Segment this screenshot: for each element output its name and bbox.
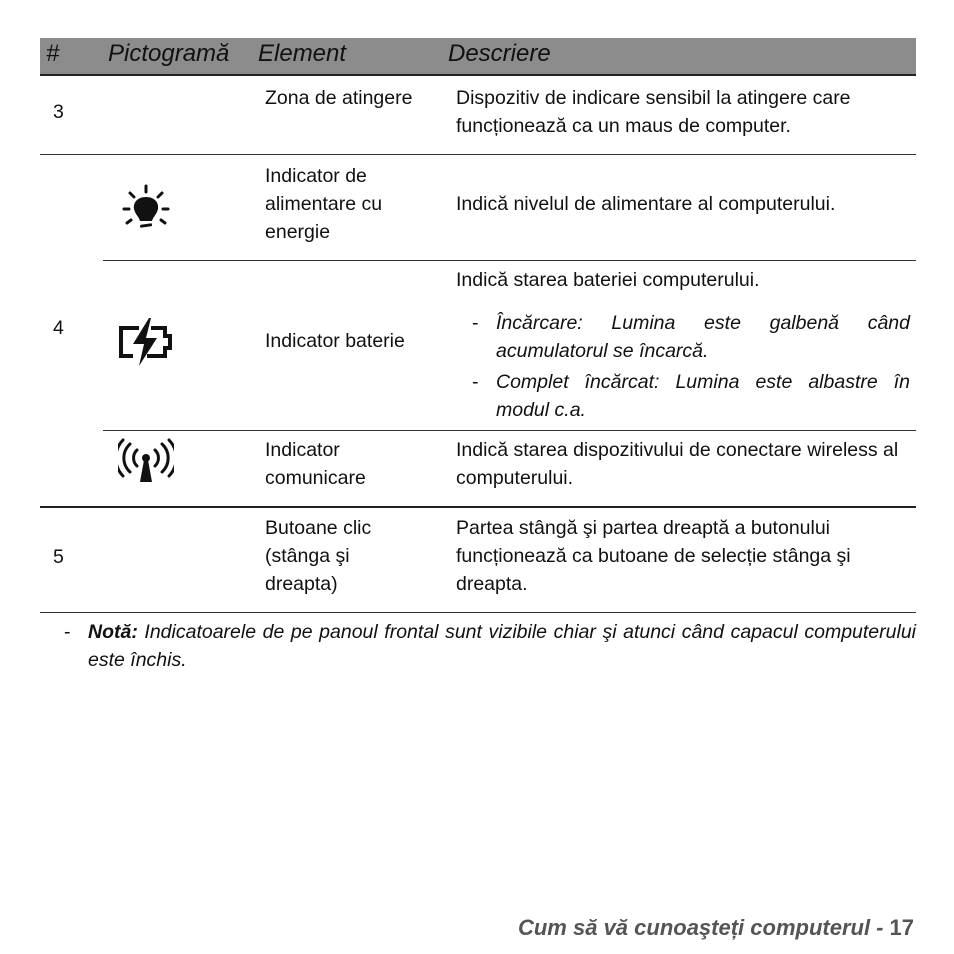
row-divider <box>103 430 916 431</box>
header-icon: Pictogramă <box>108 40 230 67</box>
power-indicator-icon <box>118 184 174 240</box>
element-description: Indică starea dispozitivului de conectare wireless al computerului. <box>456 439 899 489</box>
row-divider <box>40 154 916 155</box>
footer-title: Cum să vă cunoaşteți computerul - <box>517 915 884 940</box>
element-name: Zona de atingere <box>265 87 413 109</box>
element-name: Butoane clic (stânga şi dreapta) <box>265 517 372 595</box>
element-name: Indicator baterie <box>265 330 405 352</box>
element-description: Partea stângă şi partea dreaptă a butonului funcționează ca butoane de selecție stânga şi dreapta. <box>456 517 851 595</box>
row-divider <box>103 260 916 261</box>
note-text: Indicatoarele de pe panoul frontal sunt vizibile chiar şi atunci când capacul computerului este închis. <box>88 621 916 671</box>
row-number: 5 <box>53 546 64 568</box>
page-footer <box>518 915 914 941</box>
bullet-item: Încărcare: Lumina este galbenă când acumulatorul se încarcă. <box>496 312 910 362</box>
row-number: 3 <box>53 101 64 123</box>
bullet-dash: - <box>472 371 479 393</box>
bullet-item: Complet încărcat: Lumina este albastre în modul c.a. <box>496 371 910 421</box>
bullet-dash: - <box>472 312 479 334</box>
element-description: Dispozitiv de indicare sensibil la atingere care funcționează ca un maus de computer. <box>456 87 851 137</box>
header-element: Element <box>258 40 347 67</box>
row-number: 4 <box>53 317 64 339</box>
battery-charging-icon <box>117 314 173 370</box>
table-header <box>40 38 916 76</box>
row-divider <box>40 506 916 508</box>
wireless-antenna-icon <box>118 436 174 492</box>
note-label: Notă: <box>88 621 138 643</box>
header-num: # <box>46 40 60 67</box>
page-number: 17 <box>889 915 914 940</box>
header-description: Descriere <box>448 40 551 67</box>
note-dash: - <box>64 621 71 643</box>
element-description: Indică nivelul de alimentare al computerului. <box>456 193 836 215</box>
element-name: Indicator de alimentare cu energie <box>265 165 383 243</box>
element-description: Indică starea bateriei computerului. <box>456 269 760 291</box>
row-divider <box>40 612 916 613</box>
element-name: Indicator comunicare <box>265 439 366 489</box>
